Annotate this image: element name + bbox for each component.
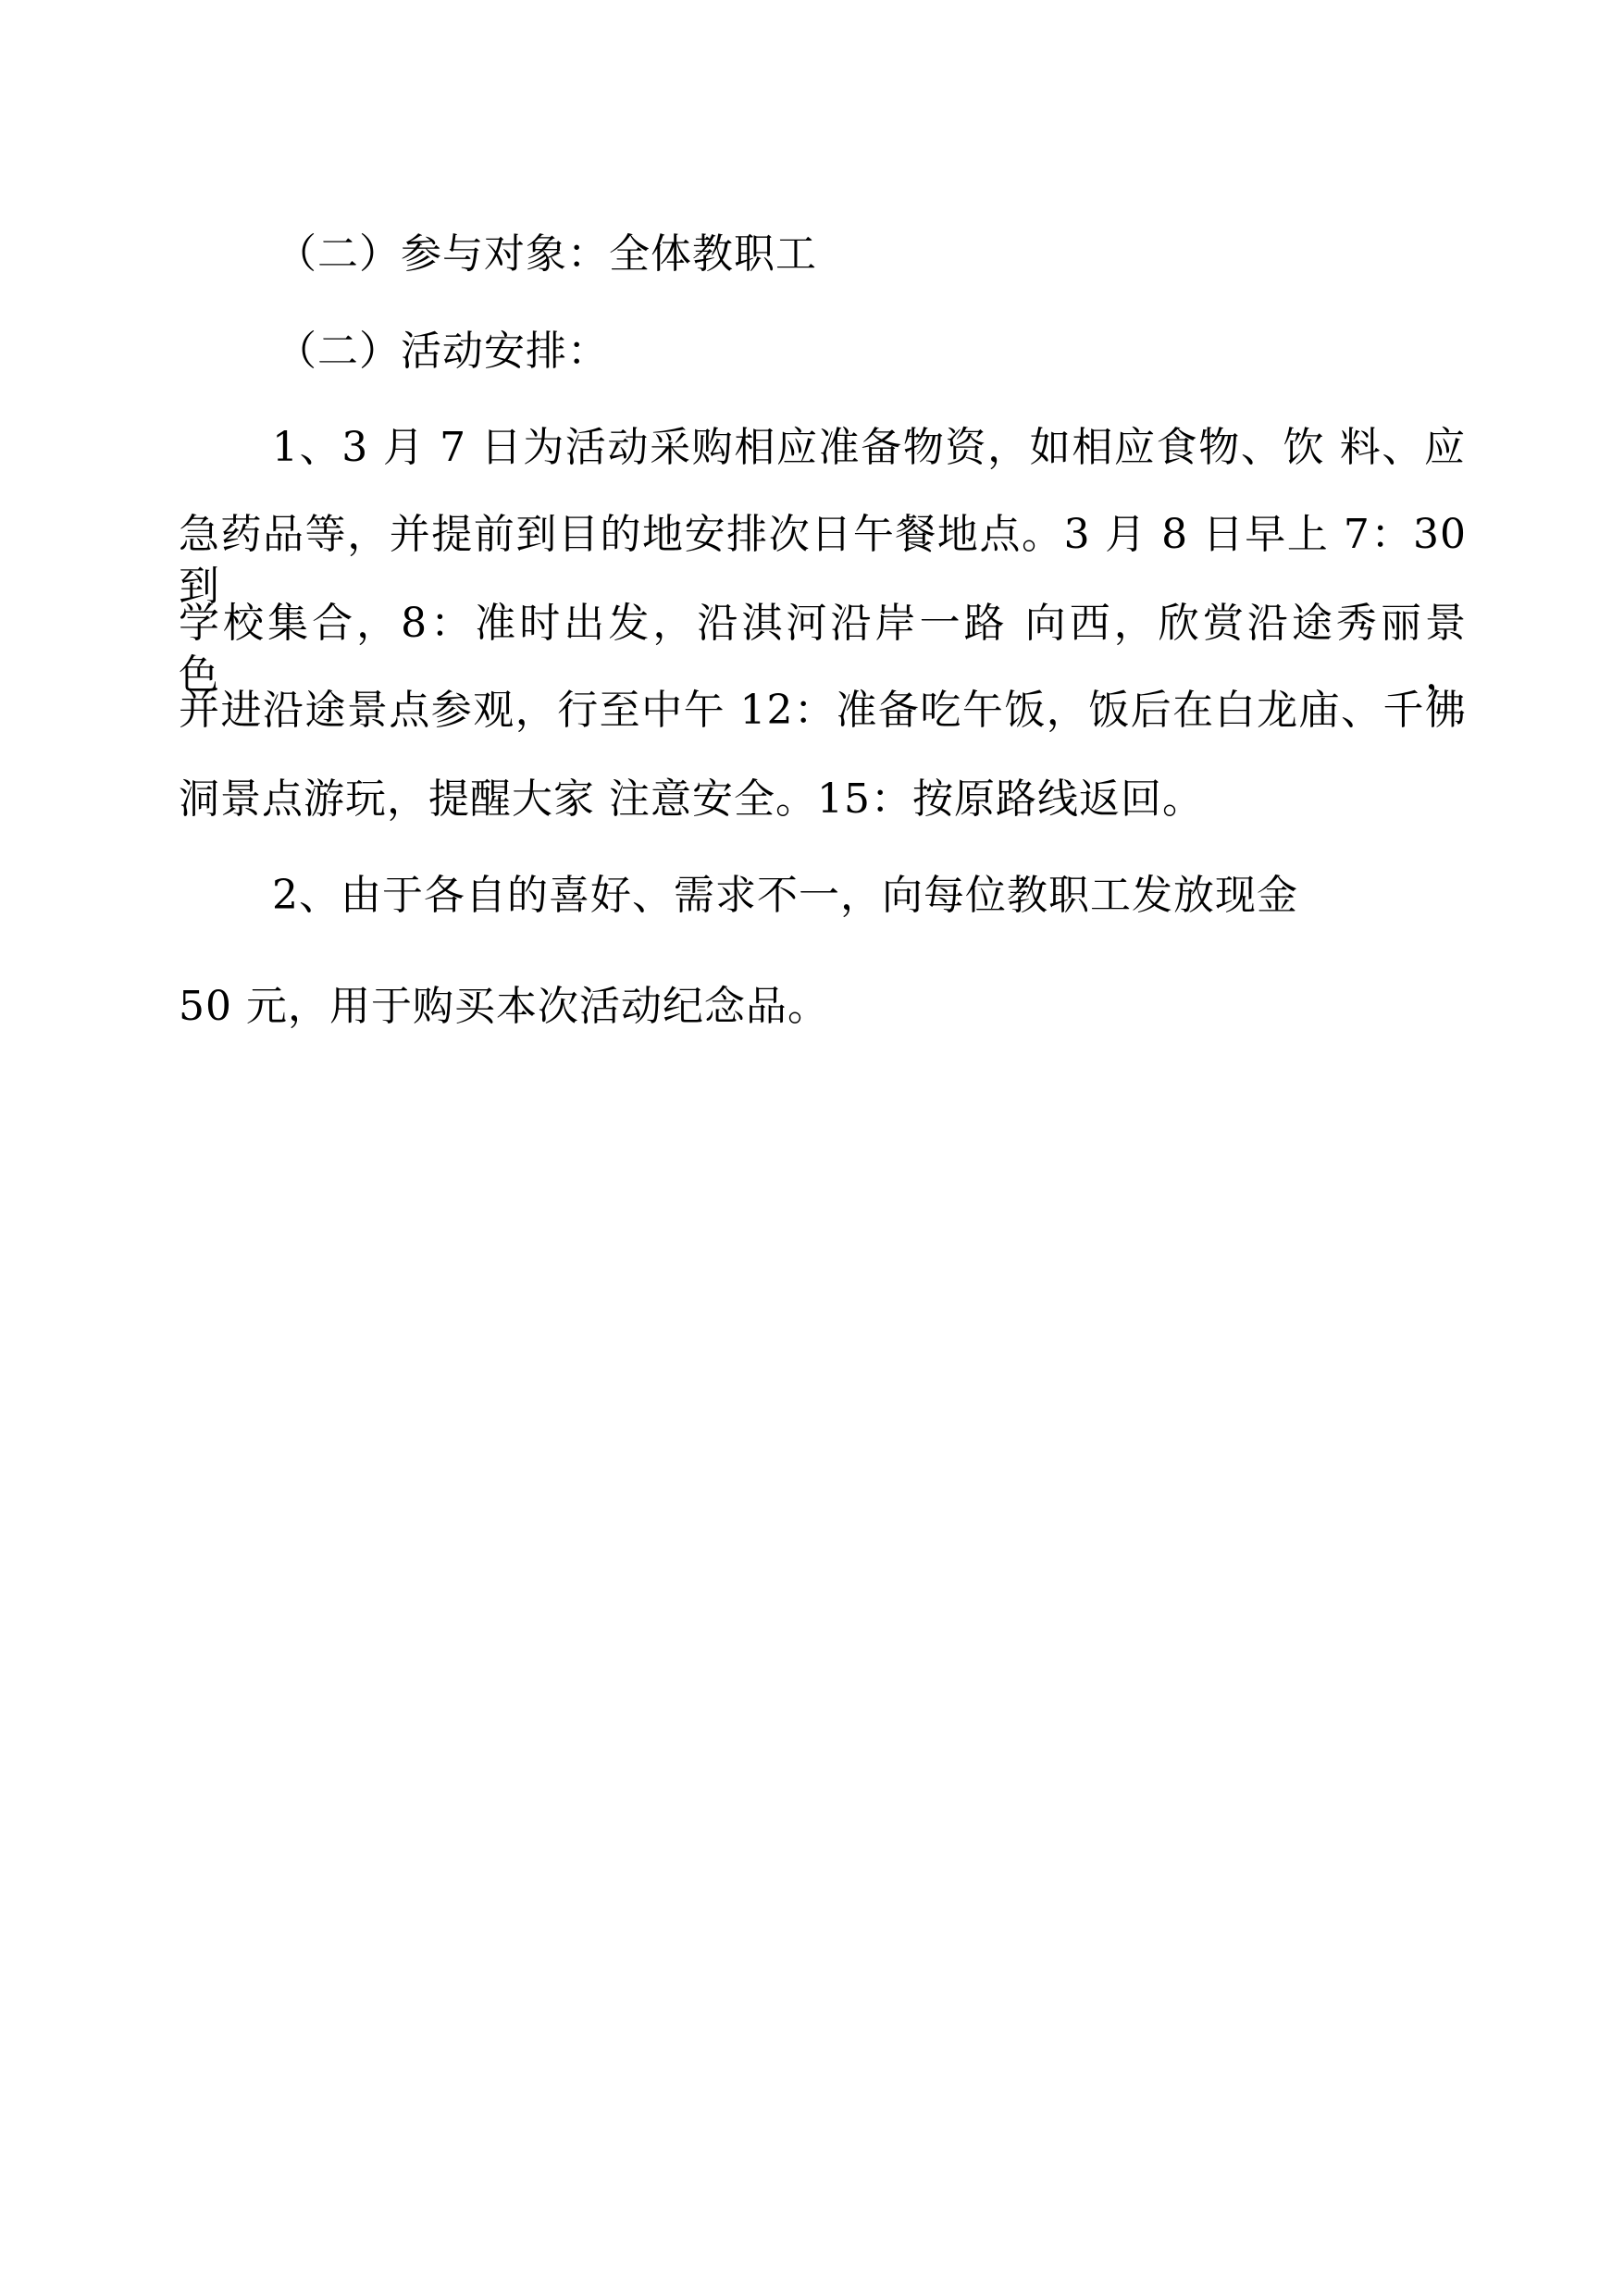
item2-line-1: 2、由于各自的喜好、需求不一，向每位教职工发放现金 xyxy=(272,872,1298,919)
section-heading-arrangement: （二）活动安排： xyxy=(276,328,609,375)
item1-line-5: 洞景点游玩，提醒大家 注意安全。15：按原路线返回。 xyxy=(179,775,1204,823)
item1-line-3: 学校集合，8：准时出发，沿淇河沿岸一路 向西，欣赏沿途秀丽景色， xyxy=(179,600,1467,699)
item2-line-2: 50 元，用于购买本次活动纪念品。 xyxy=(179,983,829,1030)
item1-line-2: 急药品等，并提前到目的地安排次日午餐地点。3 月 8 日早上 7：30 到 xyxy=(179,511,1467,610)
item1-line-4: 并进沿途景点参观，行至中午 12：准备吃午饭，饭后在白龙庙、千佛 xyxy=(179,687,1467,734)
section-heading-participants: （二）参与对象：全体教职工 xyxy=(276,230,817,278)
item1-line-1: 1、3 月 7 日为活动采购相应准备物资，如相应食物、饮 料、应 xyxy=(272,424,1466,471)
